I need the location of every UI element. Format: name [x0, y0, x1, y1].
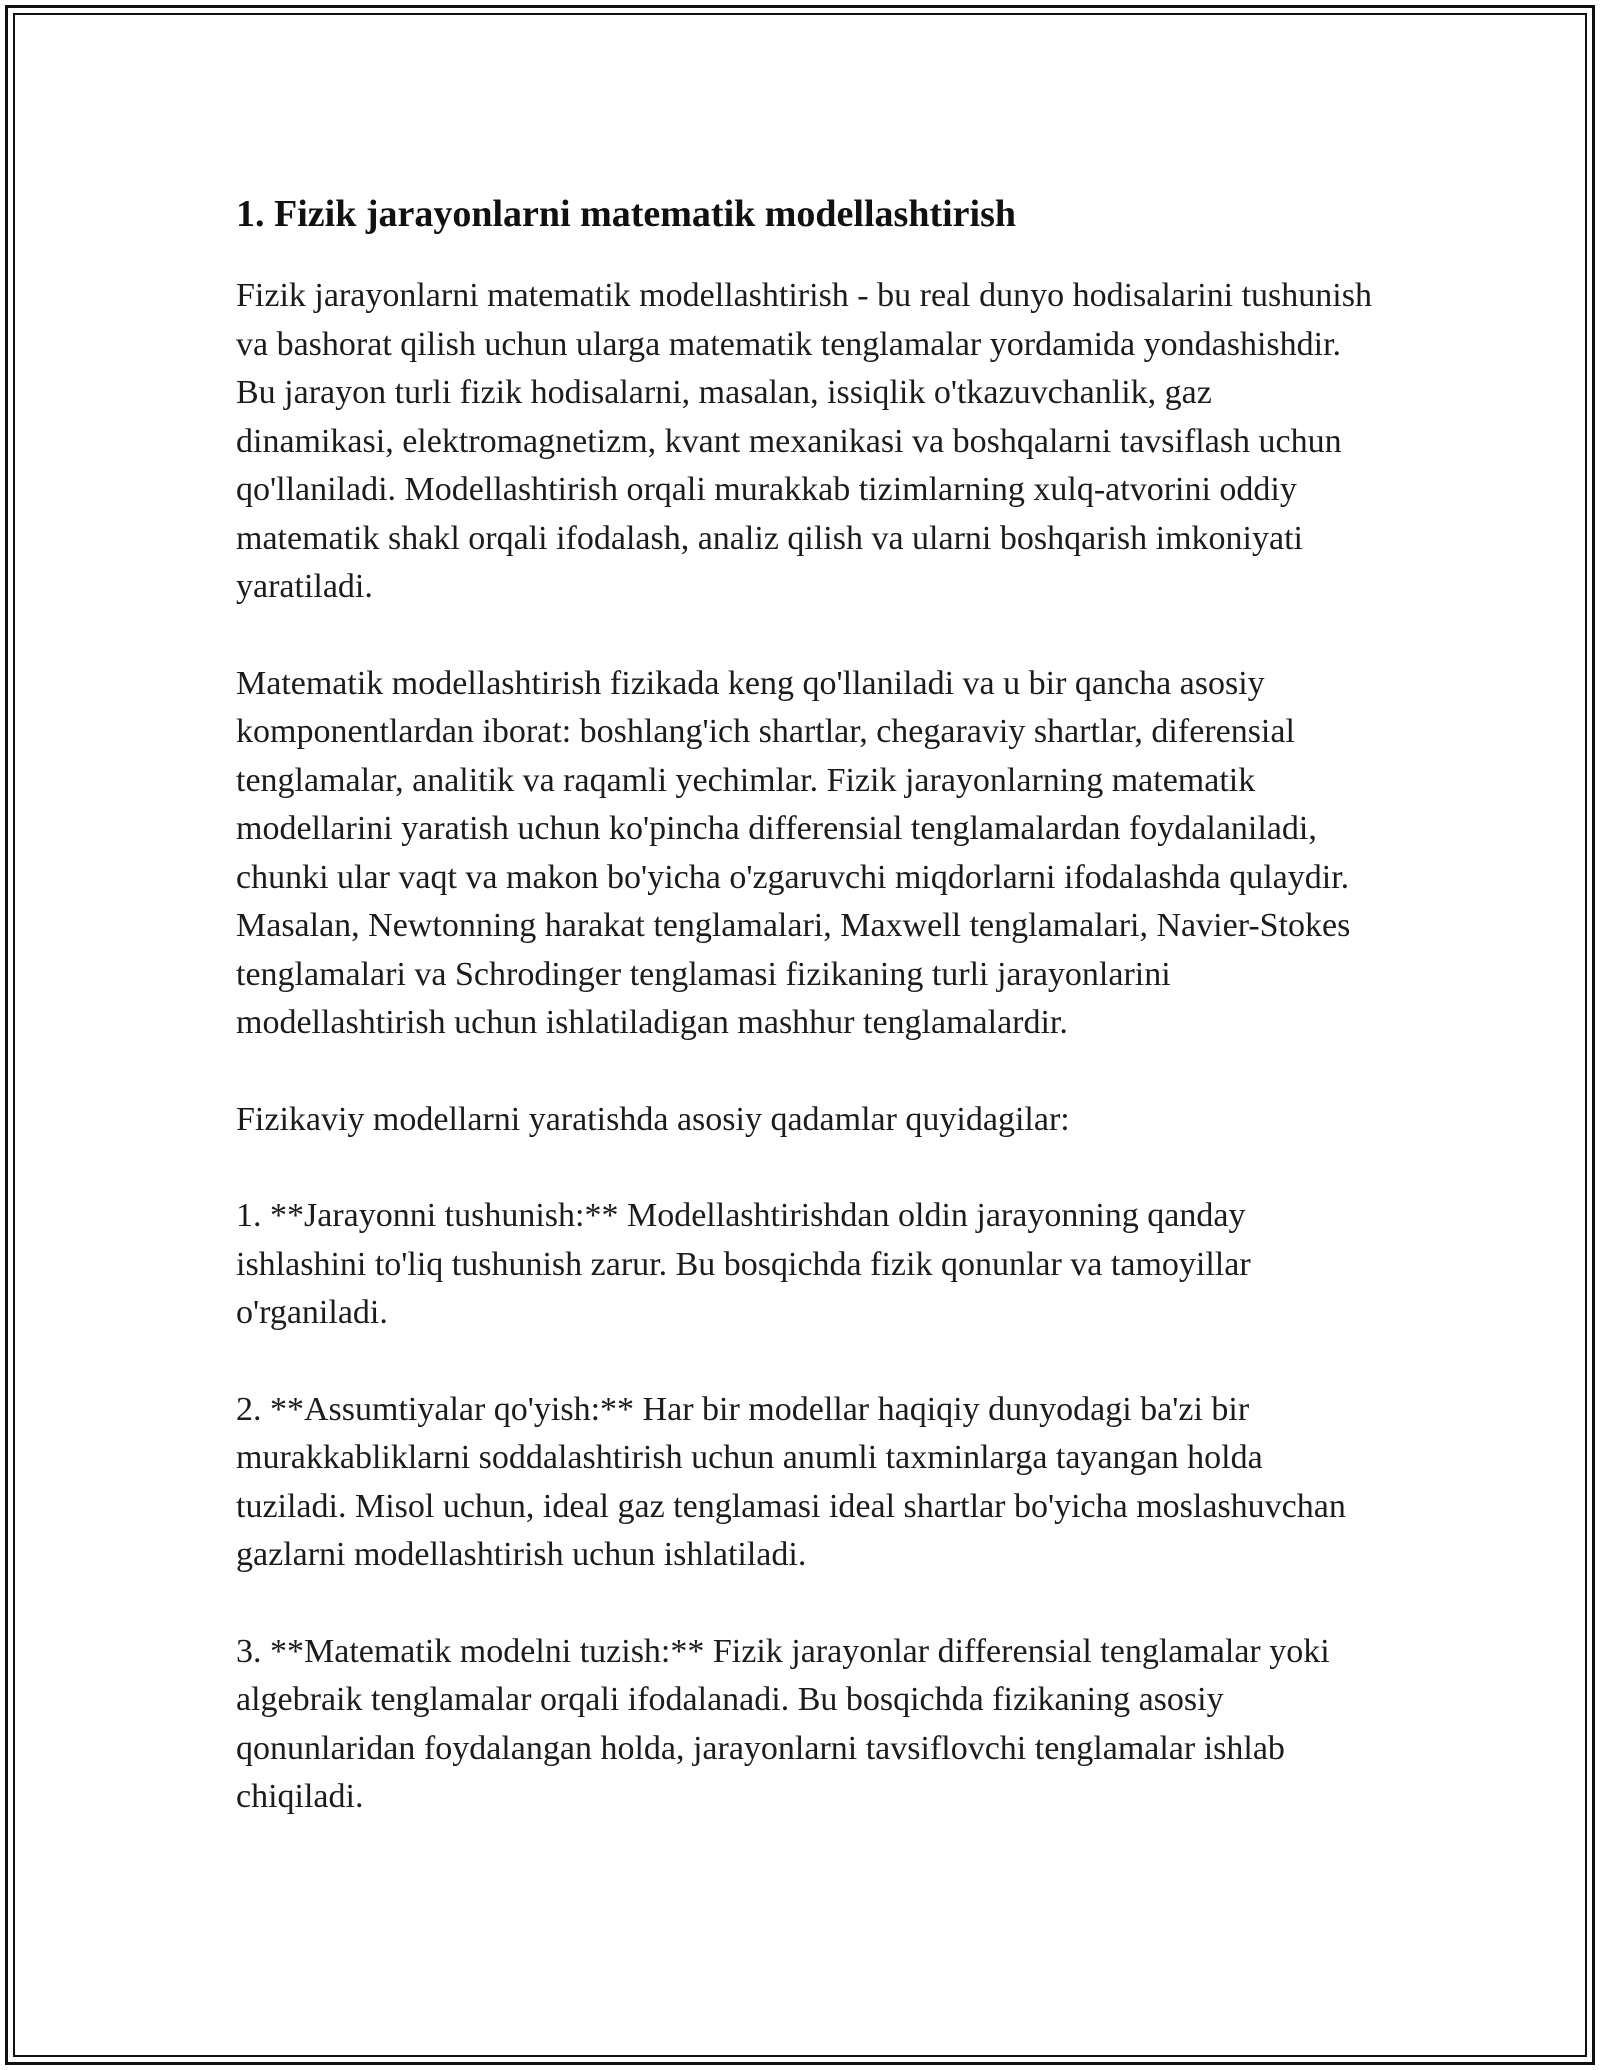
- list-item-step-3: 3. **Matematik modelni tuzish:** Fizik jarayonlar differensial tenglamalar yoki algebraik tenglamalar orqali ifodalanadi. Bu bosqichda fizikaning asosiy qonunlaridan foydalangan holda, jarayonlarni tavsiflovchi tenglamalar ishlab chiqiladi.: [236, 1632, 1330, 1815]
- paragraph-steps-intro: Fizikaviy modellarni yaratishda asosiy qadamlar quyidagilar:: [236, 1100, 1070, 1138]
- paragraph-components: Matematik modellashtirish fizikada keng qo'llaniladi va u bir qancha asosiy komponentlardan iborat: boshlang'ich shartlar, chegaraviy shartlar, diferensial tenglamalar, analitik va raqamli yechimlar. Fizik jarayonlarning matematik modellarini yaratish uchun ko'pincha differensial tenglamalardan foydalaniladi, chunki ular vaqt va makon bo'yicha o'zgaruvchi miqdorlarni ifodalashda qulaydir. Masalan, Newtonning harakat tenglamalari, Maxwell tenglamalari, Navier-Stokes tenglamalari va Schrodinger tenglamasi fizikaning turli jarayonlarini modellashtirish uchun ishlatiladigan mashhur tenglamalardir.: [236, 664, 1351, 1041]
- document-body: [236, 186, 1376, 1870]
- list-item-step-2: 2. **Assumtiyalar qo'yish:** Har bir modellar haqiqiy dunyodagi ba'zi bir murakkabliklarni soddalashtirish uchun anumli taxminlarga tayangan holda tuziladi. Misol uchun, ideal gaz tenglamasi ideal shartlar bo'yicha moslashuvchan gazlarni modellashtirish uchun ishlatiladi.: [236, 1390, 1346, 1573]
- section-title: 1. Fizik jarayonlarni matematik modellashtirish: [236, 193, 1017, 235]
- paragraph-intro: Fizik jarayonlarni matematik modellashtirish - bu real dunyo hodisalarini tushunish va bashorat qilish uchun ularga matematik tenglamalar yordamida yondashishdir. Bu jarayon turli fizik hodisalarni, masalan, issiqlik o'tkazuvchanlik, gaz dinamikasi, elektromagnetizm, kvant mexanikasi va boshqalarni tavsiflash uchun qo'llaniladi. Modellashtirish orqali murakkab tizimlarning xulq-atvorini oddiy matematik shakl orqali ifodalash, analiz qilish va ularni boshqarish imkoniyati yaratiladi.: [236, 277, 1372, 605]
- list-item-step-1: 1. **Jarayonni tushunish:** Modellashtirishdan oldin jarayonning qanday ishlashini to'liq tushunish zarur. Bu bosqichda fizik qonunlar va tamoyillar o'rganiladi.: [236, 1197, 1251, 1331]
